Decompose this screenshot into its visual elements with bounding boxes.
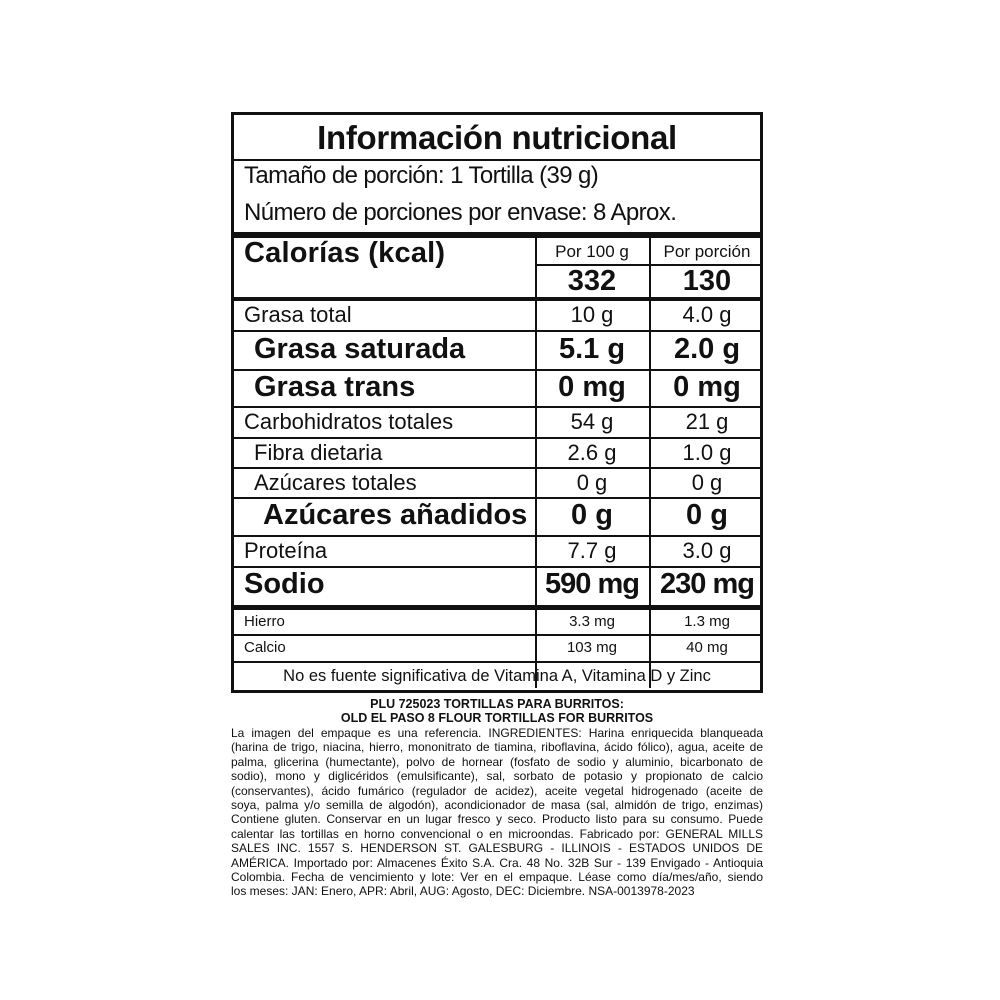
calories-per100: 332 [567, 265, 617, 297]
divider [234, 437, 760, 439]
row-per100: 0 g [571, 499, 613, 531]
row-label: Grasa trans [254, 371, 416, 403]
row-per100: 0 mg [558, 371, 626, 403]
calories-label: Calorías (kcal) [244, 237, 446, 269]
ingredients-line: AMÉRICA. Importado por: Almacenes Éxito S.A. Cra. 48 No. 32B Sur - 139 Envigado - Antioquia [231, 855, 763, 870]
ingredients-line: Colombia. Fecha de vencimiento y lote: Ver en el empaque. Léase como día/mes/año, siendo [231, 870, 763, 885]
row-perportion: 230 mg [660, 568, 754, 600]
row-perportion: 21 g [685, 409, 729, 434]
divider [234, 159, 760, 161]
ingredients-line: calentar las tortillas en horno convencional o en microondas. Fabricado por: GENERAL MILLS [231, 826, 763, 841]
col-header-perportion: Por porción [663, 242, 751, 261]
thick-divider [234, 605, 760, 610]
row-label: Hierro [244, 613, 285, 630]
ingredients-line: sodio), mono y diglicéridos (emulsificante), sal, sorbato de potasio y propionato de calcio [231, 769, 763, 784]
row-label: Proteína [244, 538, 328, 563]
panel-title: Información nutricional [317, 119, 677, 156]
row-per100: 5.1 g [558, 333, 626, 365]
divider [234, 661, 760, 663]
row-per100: 10 g [570, 302, 614, 327]
ingredients-text [231, 726, 763, 899]
row-per100: 0 g [576, 470, 608, 495]
divider [234, 634, 760, 636]
ingredients-line: Contiene gluten. Conservar en un lugar fresco y seco. Producto listo para su consumo. Puede [231, 812, 763, 827]
row-per100: 103 mg [566, 639, 618, 656]
ingredients-line: SALES INC. 1557 S. HENDERSON ST. GALESBURG - ILLINOIS - ESTADOS UNIDOS DE [231, 841, 763, 856]
row-perportion: 1.0 g [682, 440, 732, 465]
row-label: Azúcares añadidos [263, 499, 528, 531]
product-info [231, 698, 763, 725]
row-label: Carbohidratos totales [244, 409, 454, 434]
product-name-es: PLU 725023 TORTILLAS PARA BURRITOS: [370, 697, 624, 711]
divider [234, 535, 760, 537]
ingredients-line: soya, palma y/o semilla de algodón), acondicionador de masa (sal, almidón de trigo, enzimas) [231, 798, 763, 813]
product-name-en: OLD EL PASO 8 FLOUR TORTILLAS FOR BURRITOS [340, 710, 654, 725]
row-per100: 54 g [570, 409, 614, 434]
row-label: Grasa saturada [254, 333, 466, 365]
row-perportion: 40 mg [686, 639, 728, 656]
divider [234, 467, 760, 469]
row-label: Azúcares totales [254, 470, 417, 495]
row-perportion: 0 mg [673, 371, 741, 403]
row-per100: 590 mg [545, 568, 639, 600]
ingredients-line: (harina de trigo, niacina, hierro, mononitrato de tiamina, riboflavina, ácido fólico), agua, aceite de [231, 740, 763, 755]
col-header-per100: Por 100 g [555, 242, 629, 261]
footnote: No es fuente significativa de Vitamina A, Vitamina D y Zinc [283, 667, 711, 685]
row-per100: 2.6 g [567, 440, 617, 465]
row-label: Fibra dietaria [254, 440, 383, 465]
calories-perportion: 130 [682, 265, 732, 297]
ingredients-line: La imagen del empaque es una referencia. INGREDIENTES: Harina enriquecida blanqueada [231, 726, 763, 740]
row-perportion: 1.3 mg [684, 613, 730, 630]
ingredients-line: palma, glicerina (humectante), polvo de hornear (fosfato de sodio y aluminio, bicarbonato de [231, 754, 763, 769]
row-perportion: 4.0 g [682, 302, 732, 327]
row-label: Grasa total [244, 302, 352, 327]
thick-divider [234, 297, 760, 301]
row-perportion: 0 g [686, 499, 728, 531]
row-perportion: 0 g [691, 470, 723, 495]
row-perportion: 2.0 g [673, 333, 741, 365]
ingredients-line: (conservantes), ácido fumárico (regulador de acidez), aceite vegetal hidrogenado (aceite de [231, 783, 763, 798]
row-per100: 7.7 g [567, 538, 617, 563]
row-label: Sodio [244, 568, 325, 600]
divider [234, 406, 760, 408]
servings-per-container: Número de porciones por envase: 8 Aprox. [244, 199, 677, 226]
divider [234, 330, 760, 332]
row-per100: 3.3 mg [569, 613, 615, 630]
serving-size: Tamaño de porción: 1 Tortilla (39 g) [244, 162, 599, 189]
nutrition-facts-panel [231, 112, 763, 693]
ingredients-line: los meses: JAN: Enero, APR: Abril, AUG: Agosto, DEC: Diciembre. NSA-0013978-2023 [231, 884, 695, 899]
row-perportion: 3.0 g [682, 538, 732, 563]
column-divider [649, 238, 651, 688]
row-label: Calcio [244, 639, 286, 656]
